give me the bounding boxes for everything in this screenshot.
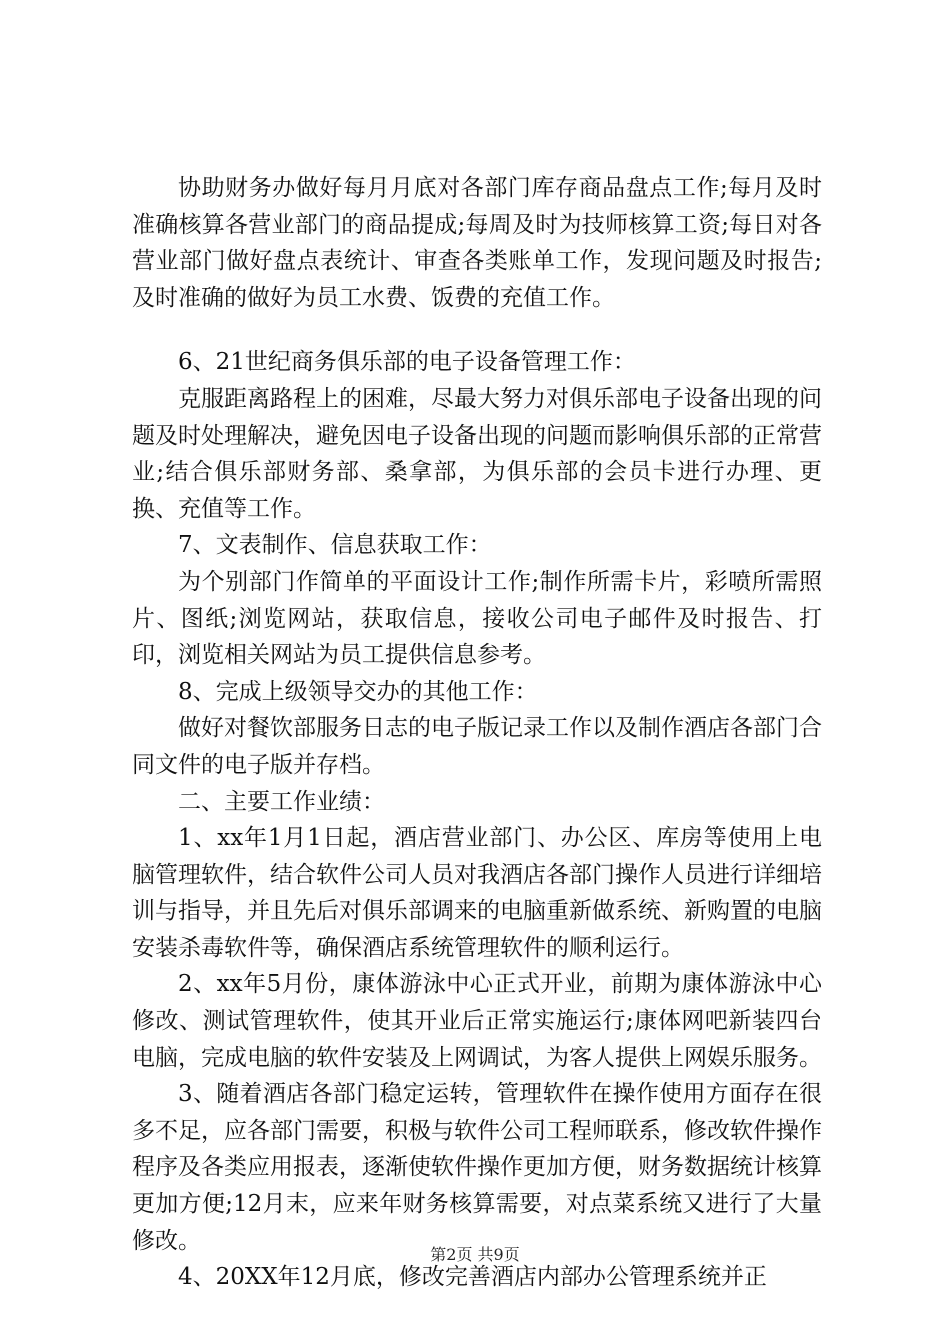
paragraph-gap — [132, 316, 822, 344]
document-body — [132, 170, 822, 1296]
page-footer: 第2页 共9页 — [430, 1245, 520, 1264]
heading-main-achievements: 二、主要工作业绩： — [178, 788, 385, 815]
heading-electronic-equipment: 6、21世纪商务俱乐部的电子设备管理工作： — [178, 349, 636, 376]
paragraph-electronic-equipment: 克服距离路程上的困难，尽最大努力对俱乐部电子设备出现的问题及时处理解决，避免因电子设备出现的问题而影响俱乐部的正常营业;结合俱乐部财务部、桑拿部，为俱乐部的会员卡进行办理、更换、充值等工作。 — [132, 385, 822, 522]
heading-documents-info: 7、文表制作、信息获取工作： — [178, 532, 492, 559]
paragraph-documents-info: 为个别部门作简单的平面设计工作;制作所需卡片，彩喷所需照片、图纸;浏览网站，获取信息，接收公司电子邮件及时报告、打印，浏览相关网站为员工提供信息参考。 — [132, 568, 822, 669]
paragraph-finance-assist: 协助财务办做好每月月底对各部门库存商品盘点工作;每月及时准确核算各营业部门的商品提成;每周及时为技师核算工资;每日对各营业部门做好盘点表统计、审查各类账单工作，发现问题及时报告;及时准确的做好为员工水费、饭费的充值工作。 — [132, 175, 822, 311]
paragraph-achievement-1: 1、xx年1月1日起，酒店营业部门、办公区、库房等使用上电脑管理软件，结合软件公司人员对我酒店各部门操作人员进行详细培训与指导，并且先后对俱乐部调来的电脑重新做系统、新购置的电脑安装杀毒软件等，确保酒店系统管理软件的顺利运行。 — [132, 825, 822, 961]
paragraph-achievement-3: 3、随着酒店各部门稳定运转，管理软件在操作使用方面存在很多不足，应各部门需要，积极与软件公司工程师联系，修改软件操作程序及各类应用报表，逐渐使软件操作更加方便，财务数据统计核算更加方便;12月末，应来年财务核算需要，对点菜系统又进行了大量修改。 — [132, 1081, 822, 1254]
paragraph-other-tasks: 做好对餐饮部服务日志的电子版记录工作以及制作酒店各部门合同文件的电子版并存档。 — [132, 715, 822, 778]
heading-other-tasks: 8、完成上级领导交办的其他工作： — [178, 678, 538, 705]
paragraph-achievement-4: 4、20XX年12月底，修改完善酒店内部办公管理系统并正 — [178, 1264, 767, 1291]
paragraph-achievement-2: 2、xx年5月份，康体游泳中心正式开业，前期为康体游泳中心修改、测试管理软件，使其开业后正常实施运行;康体网吧新装四台电脑，完成电脑的软件安装及上网调试，为客人提供上网娱乐服务。 — [132, 971, 822, 1071]
